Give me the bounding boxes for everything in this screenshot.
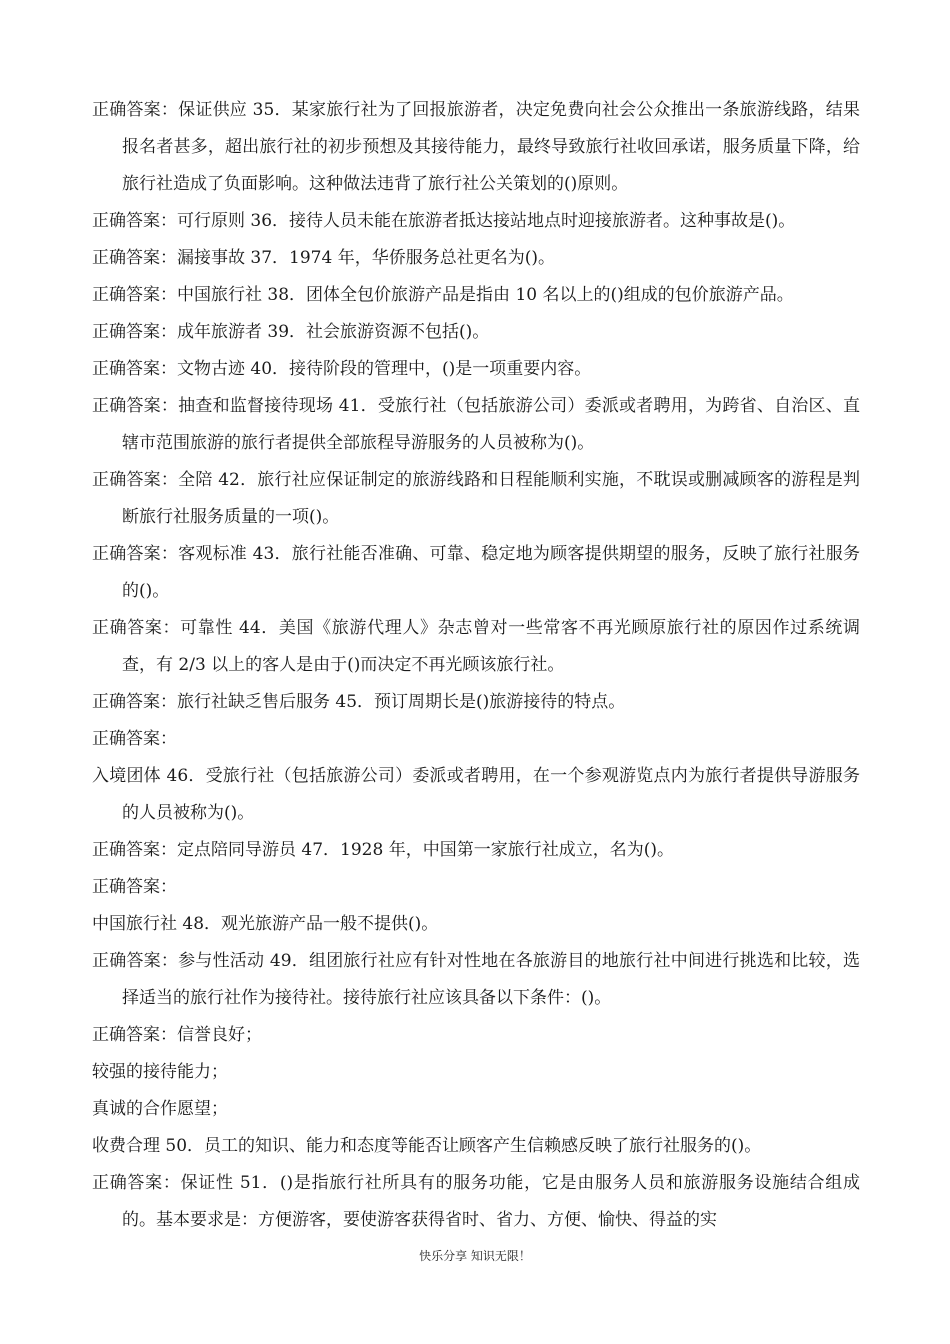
paragraph: 正确答案：可靠性 44．美国《旅游代理人》杂志曾对一些常客不再光顾原旅行社的原因作过系统调查，有 2/3 以上的客人是由于()而决定不再光顾该旅行社。 (92, 618, 860, 675)
paragraph: 正确答案：中国旅行社 38．团体全包价旅游产品是指由 10 名以上的()组成的包价旅游产品。 (92, 285, 794, 305)
paragraph: 正确答案：漏接事故 37．1974 年，华侨服务总社更名为()。 (92, 248, 555, 268)
paragraph: 正确答案：全陪 42．旅行社应保证制定的旅游线路和日程能顺利实施，不耽误或删减顾客的游程是判断旅行社服务质量的一项()。 (92, 470, 860, 527)
paragraph: 真诚的合作愿望； (92, 1099, 228, 1119)
paragraph: 正确答案：成年旅游者 39．社会旅游资源不包括()。 (92, 322, 490, 342)
paragraph: 中国旅行社 48．观光旅游产品一般不提供()。 (92, 914, 439, 934)
paragraph: 正确答案：保证性 51．()是指旅行社所具有的服务功能，它是由服务人员和旅游服务设施结合组成的。基本要求是：方便游客，要使游客获得省时、省力、方便、愉快、得益的实 (92, 1173, 860, 1230)
paragraph: 正确答案：客观标准 43．旅行社能否准确、可靠、稳定地为顾客提供期望的服务，反映了旅行社服务的()。 (92, 544, 860, 601)
paragraph: 较强的接待能力； (92, 1062, 228, 1082)
paragraph: 正确答案：参与性活动 49．组团旅行社应有针对性地在各旅游目的地旅行社中间进行挑选和比较，选择适当的旅行社作为接待社。接待旅行社应该具备以下条件：()。 (92, 951, 860, 1008)
paragraph: 正确答案： (92, 729, 177, 749)
paragraph: 正确答案：文物古迹 40．接待阶段的管理中，()是一项重要内容。 (92, 359, 592, 379)
page-footer: 快乐分享 知识无限！ (419, 1249, 531, 1263)
document-body (92, 92, 860, 1239)
paragraph: 正确答案：旅行社缺乏售后服务 45．预订周期长是()旅游接待的特点。 (92, 692, 626, 712)
paragraph: 收费合理 50．员工的知识、能力和态度等能否让顾客产生信赖感反映了旅行社服务的()。 (92, 1136, 762, 1156)
paragraph: 入境团体 46．受旅行社（包括旅游公司）委派或者聘用，在一个参观游览点内为旅行者提供导游服务的人员被称为()。 (92, 766, 860, 823)
paragraph: 正确答案：保证供应 35．某家旅行社为了回报旅游者，决定免费向社会公众推出一条旅游线路，结果报名者甚多，超出旅行社的初步预想及其接待能力，最终导致旅行社收回承诺，服务质量下降，给旅行社造成了负面影响。这种做法违背了旅行社公关策划的()原则。 (92, 100, 860, 194)
paragraph: 正确答案： (92, 877, 177, 897)
paragraph: 正确答案：定点陪同导游员 47．1928 年，中国第一家旅行社成立，名为()。 (92, 840, 674, 860)
paragraph: 正确答案：可行原则 36．接待人员未能在旅游者抵达接站地点时迎接旅游者。这种事故是()。 (92, 211, 796, 231)
paragraph: 正确答案：抽查和监督接待现场 41．受旅行社（包括旅游公司）委派或者聘用，为跨省、自治区、直辖市范围旅游的旅行者提供全部旅程导游服务的人员被称为()。 (92, 396, 860, 453)
paragraph: 正确答案：信誉良好； (92, 1025, 262, 1045)
